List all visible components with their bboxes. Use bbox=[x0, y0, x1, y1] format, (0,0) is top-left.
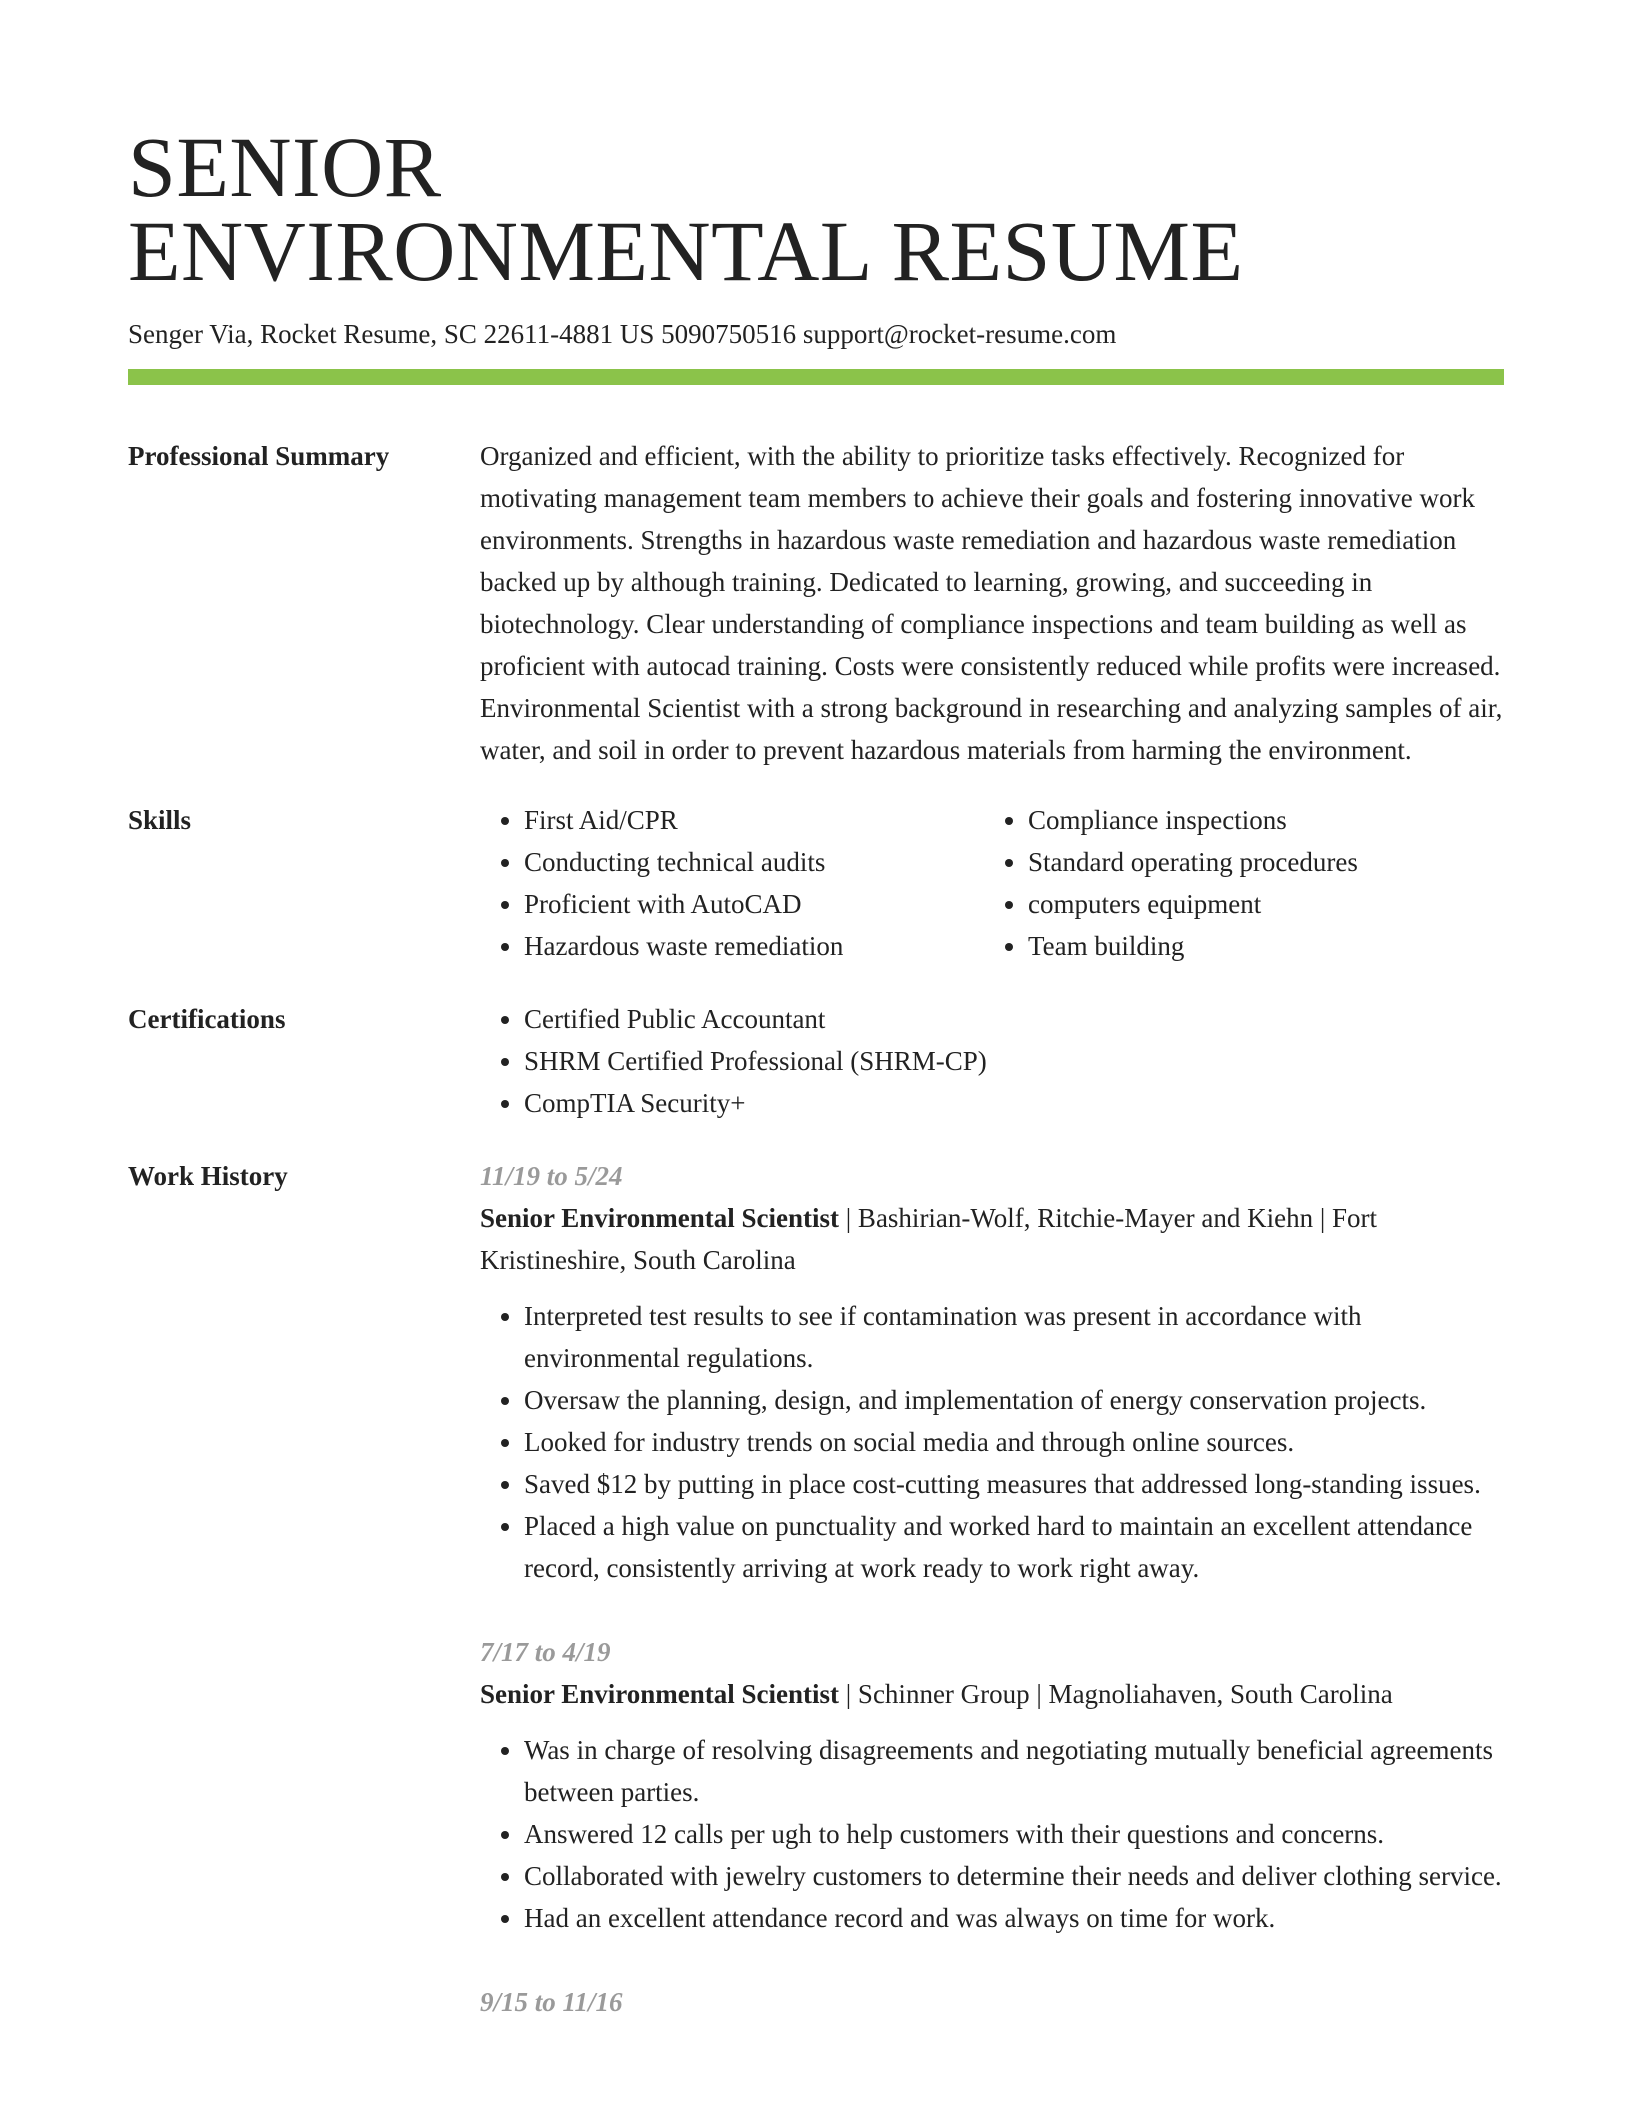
job-dates: 7/17 to 4/19 bbox=[480, 1637, 611, 1667]
job-bullet: • Collaborated with jewelry customers to determine their needs and deliver clothing service. bbox=[524, 1855, 1504, 1897]
job-details: | Schinner Group | Magnoliahaven, South Carolina bbox=[839, 1679, 1393, 1709]
resume-title bbox=[128, 0, 1504, 299]
skill-item: • First Aid/CPR bbox=[524, 799, 984, 841]
job-heading bbox=[480, 1673, 1504, 1715]
job-title: Senior Environmental Scientist bbox=[480, 1203, 840, 1233]
work-history-body bbox=[480, 1155, 1504, 2065]
skills-grid bbox=[480, 799, 1504, 967]
job-dates: 11/19 to 5/24 bbox=[480, 1161, 623, 1191]
job-details: | Bashirian-Wolf, Ritchie-Mayer and Kiehn | Fort Kristineshire, South Carolina bbox=[480, 1203, 1378, 1275]
job-entry bbox=[480, 1155, 1504, 1589]
section-label-certifications: Certifications bbox=[128, 1004, 286, 1034]
job-heading bbox=[480, 1197, 1504, 1281]
job-bullet: • Placed a high value on punctuality and worked hard to maintain an excellent attendance record, consistently arriving at work ready to work right away. bbox=[524, 1505, 1504, 1589]
section-label-work-history: Work History bbox=[128, 1161, 288, 1191]
job-bullets bbox=[480, 1729, 1504, 1939]
title-line-1: SENIOR bbox=[128, 119, 442, 215]
contact-info: Senger Via, Rocket Resume, SC 22611-4881 US 5090750516 support@rocket-resume.com bbox=[128, 319, 1117, 349]
skill-item: • Proficient with AutoCAD bbox=[524, 883, 984, 925]
work-history-section bbox=[128, 1155, 1504, 2065]
title-line-2: ENVIRONMENTAL RESUME bbox=[128, 203, 1244, 299]
section-label-summary: Professional Summary bbox=[128, 441, 390, 471]
certification-item: • CompTIA Security+ bbox=[524, 1082, 1504, 1124]
certifications-section bbox=[128, 998, 1504, 1124]
certifications-body bbox=[480, 998, 1504, 1124]
skills-section bbox=[128, 799, 1504, 967]
certification-item: • SHRM Certified Professional (SHRM-CP) bbox=[524, 1040, 1504, 1082]
skill-item: • Standard operating procedures bbox=[1028, 841, 1504, 883]
job-bullet: • Was in charge of resolving disagreements and negotiating mutually beneficial agreements between parties. bbox=[524, 1729, 1504, 1813]
job-dates: 9/15 to 11/16 bbox=[480, 1987, 623, 2017]
job-bullets bbox=[480, 1295, 1504, 1589]
job-entry bbox=[480, 1631, 1504, 1939]
skill-item: • Conducting technical audits bbox=[524, 841, 984, 883]
job-title: Senior Environmental Scientist bbox=[480, 1679, 840, 1709]
accent-divider bbox=[128, 369, 1504, 385]
job-entry bbox=[480, 1981, 1504, 2023]
job-bullet: • Answered 12 calls per ugh to help customers with their questions and concerns. bbox=[524, 1813, 1504, 1855]
section-label-skills: Skills bbox=[128, 805, 192, 835]
skill-item: • Compliance inspections bbox=[1028, 799, 1504, 841]
skills-body bbox=[480, 799, 1504, 967]
job-bullet: • Saved $12 by putting in place cost-cutting measures that addressed long-standing issues. bbox=[524, 1463, 1504, 1505]
resume-page bbox=[128, 0, 1504, 2065]
skills-column-2 bbox=[984, 799, 1504, 967]
job-bullet: • Interpreted test results to see if contamination was present in accordance with environmental regulations. bbox=[524, 1295, 1504, 1379]
job-bullet: • Had an excellent attendance record and was always on time for work. bbox=[524, 1897, 1504, 1939]
summary-text: Organized and efficient, with the ability to prioritize tasks effectively. Recognized for motivating management team members to achieve their goals and fostering innovative work environments. Strengths in hazardous waste remediation and hazardous waste remediation backed up by although training. Dedicated to learning, growing, and succeeding in biotechnology. Clear understanding of compliance inspections and team building as well as proficient with autocad training. Costs were consistently reduced while profits were increased. Environmental Scientist with a strong background in researching and analyzing samples of air, water, and soil in order to prevent hazardous materials from harming the environment. bbox=[480, 441, 1503, 765]
job-bullet: • Looked for industry trends on social media and through online sources. bbox=[524, 1421, 1504, 1463]
certification-item: • Certified Public Accountant bbox=[524, 998, 1504, 1040]
skill-item: • computers equipment bbox=[1028, 883, 1504, 925]
summary-body bbox=[480, 435, 1504, 771]
skills-column-1 bbox=[480, 799, 984, 967]
summary-section bbox=[128, 435, 1504, 771]
skill-item: • Hazardous waste remediation bbox=[524, 925, 984, 967]
job-bullet: • Oversaw the planning, design, and implementation of energy conservation projects. bbox=[524, 1379, 1504, 1421]
skill-item: • Team building bbox=[1028, 925, 1504, 967]
certifications-list bbox=[480, 998, 1504, 1124]
